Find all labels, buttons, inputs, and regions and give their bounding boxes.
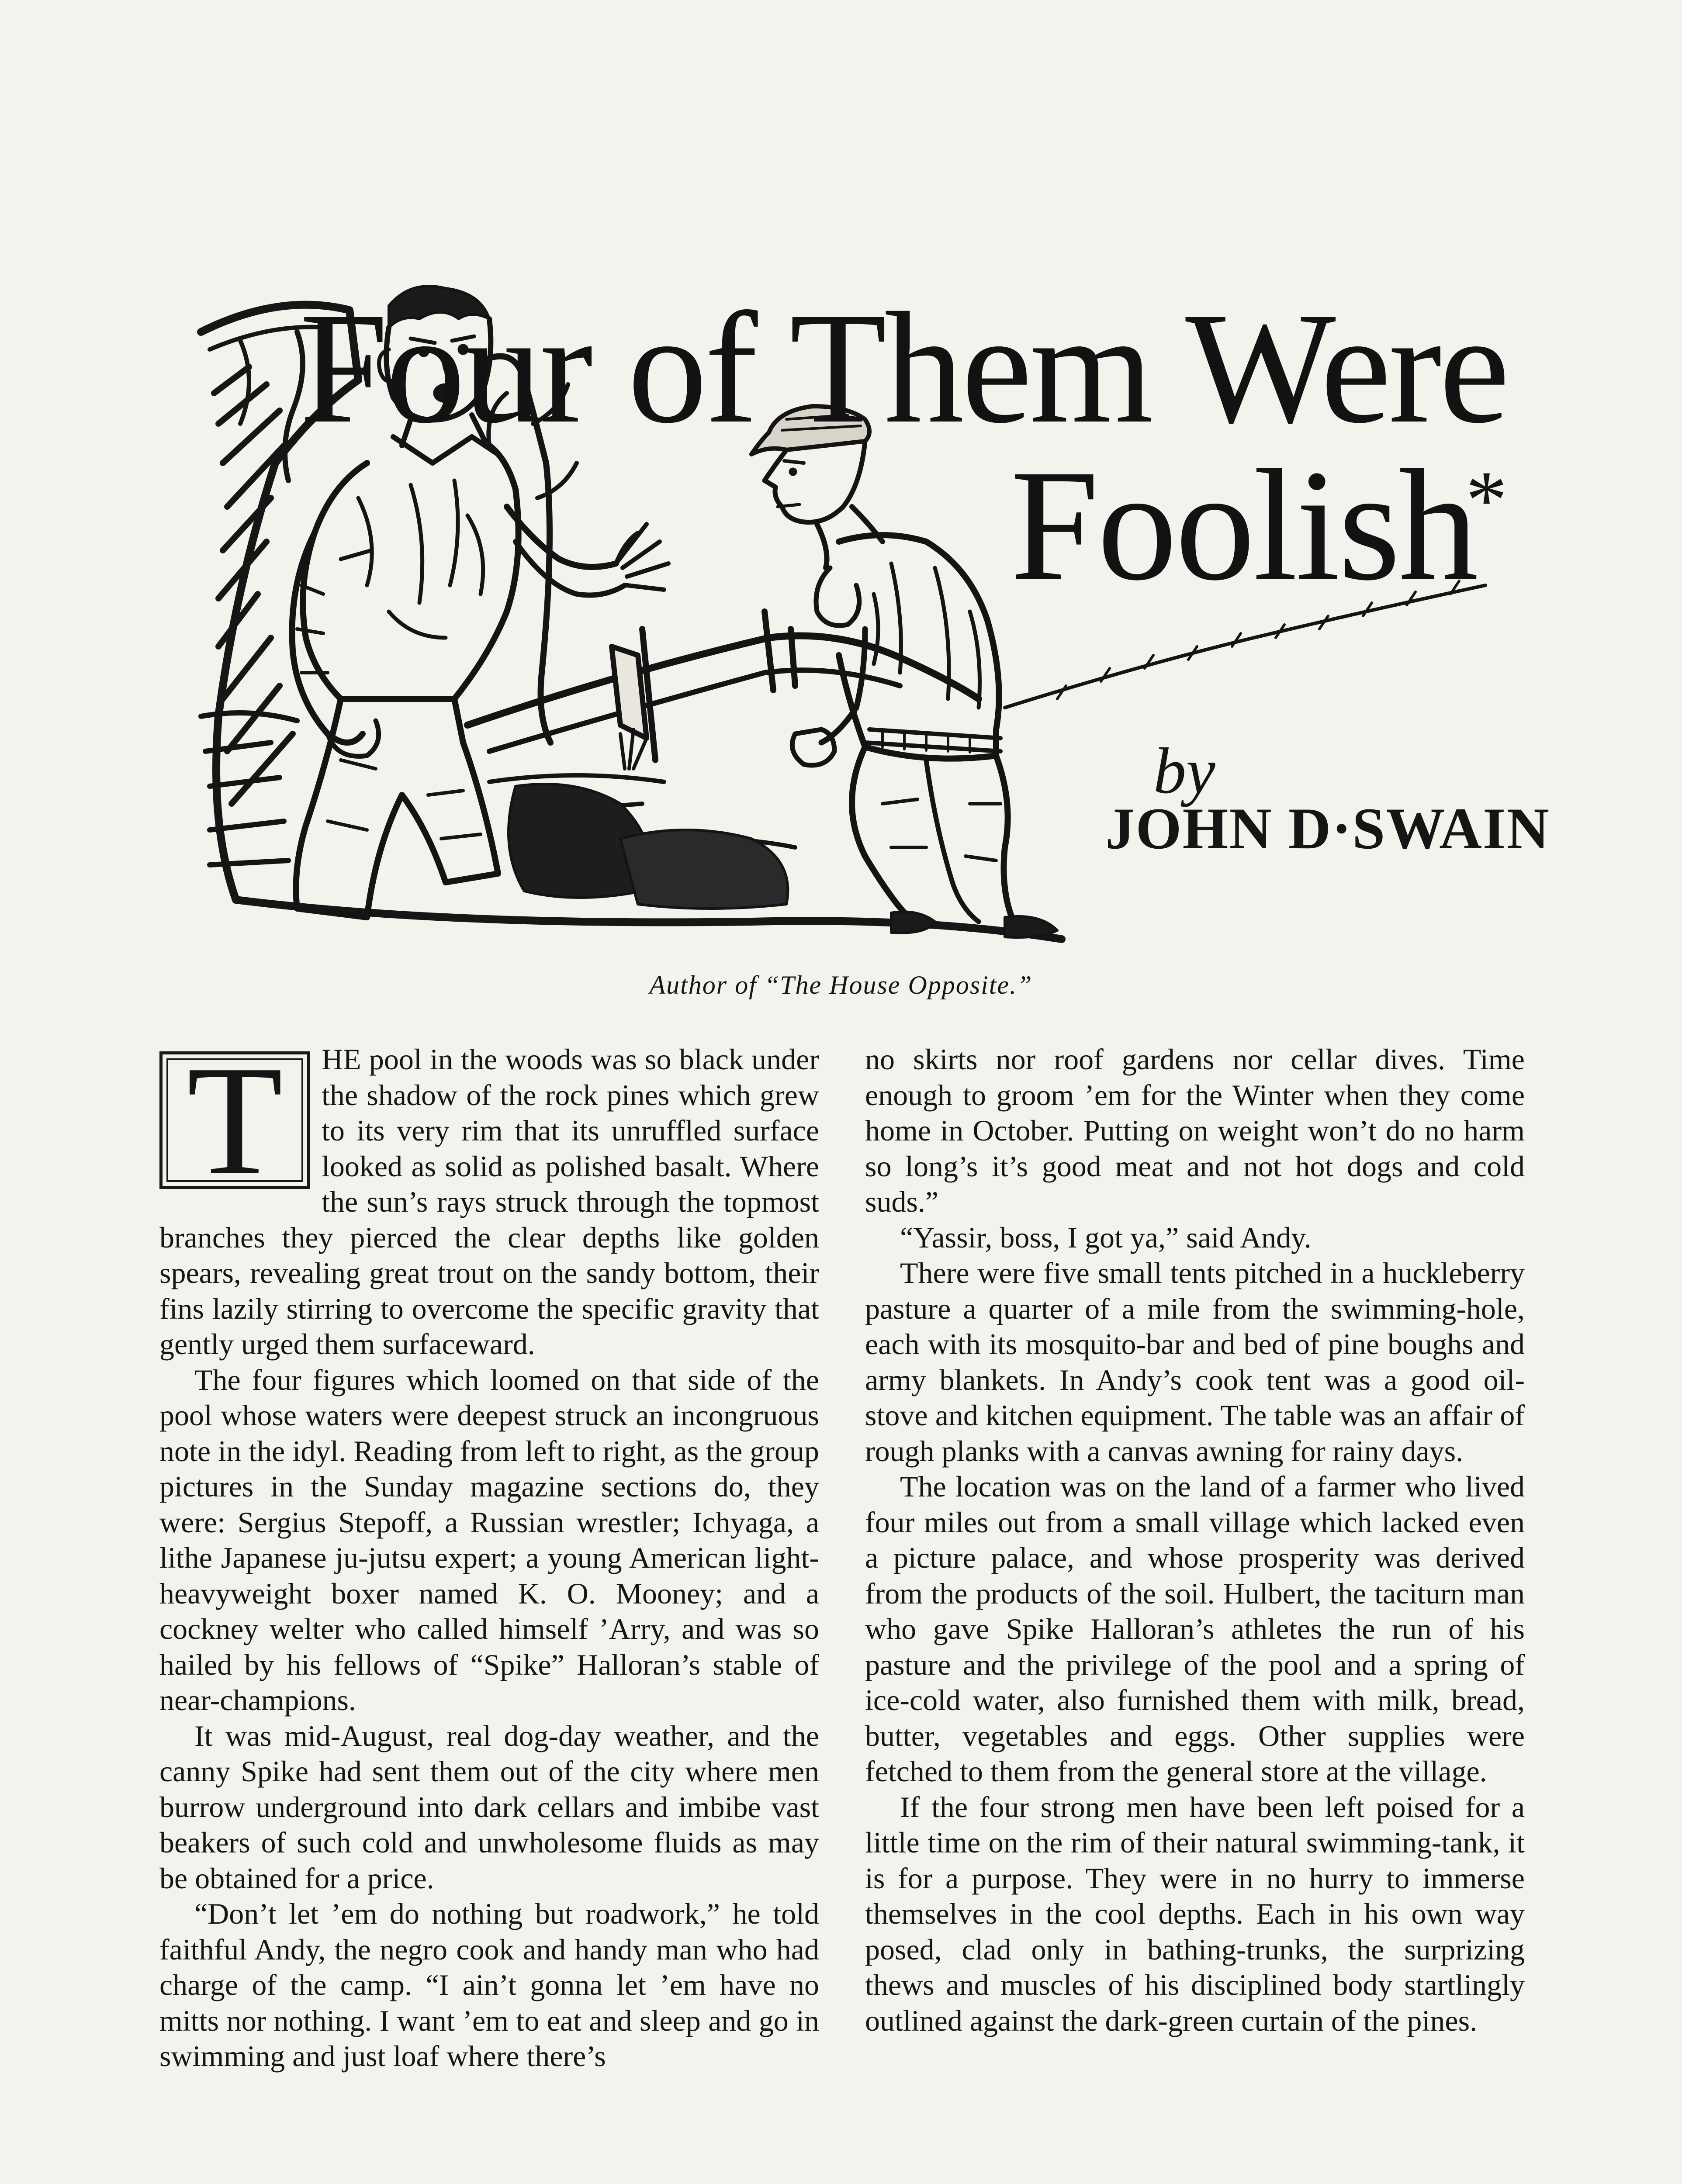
drop-cap: T — [159, 1051, 310, 1189]
left-column — [159, 1033, 819, 2074]
title-line-2: Foolish — [1010, 437, 1477, 613]
paragraph: If the four strong men have been left poised for a little time on the rim of their natural swimming-tank, it is for a purpose. They were in no hurry to immerse themselves in the cool depths. Each in his own way posed, clad only in bathing-trunks, the surprizing thews and muscles of his disciplined body startlingly outlined against the dark-green curtain of the pines. — [865, 1790, 1525, 2037]
paragraph: no skirts nor roof gardens nor cellar dives. Time enough to groom ’em for the Winter when they come home in October. Putting on weight won’t do no harm so long’s it’s good meat and not hot dogs and cold suds.” — [865, 1043, 1525, 1218]
title-line-1: Four of Them Were — [299, 280, 1507, 456]
title-block — [299, 280, 1507, 716]
author-note: Author of “The House Opposite.” — [649, 971, 1033, 999]
paragraph: “Yassir, boss, I got ya,” said Andy. — [900, 1220, 1312, 1254]
byline-author: JOHN D·SWAIN — [1105, 796, 1550, 861]
paragraph: There were five small tents pitched in a huckleberry pasture a quarter of a mile from the swimming-hole, each with its mosquito-bar and bed of pine boughs and army blankets. In Andy’s cook tent was a good oil-stove and kitchen equipment. The table was an affair of rough planks with a canvas awning for rainy days. — [865, 1256, 1525, 1468]
byline-by: by — [1153, 735, 1215, 807]
paragraph — [159, 1033, 819, 1362]
paragraph: It was mid-August, real dog-day weather, and the canny Spike had sent them out of the city where men burrow underground into dark cellars and imbibe vast beakers of such cold and unwholesome fluids as may be obtained for a price. — [159, 1719, 819, 1895]
paragraph: The four figures which loomed on that side of the pool whose waters were deepest struck an incongruous note in the idyl. Reading from left to right, as the group pictures in the Sunday magazine sections do, they were: Sergius Stepoff, a Russian wrestler; Ichyaga, a lithe Japanese ju-jutsu expert; a young American light-heavyweight boxer named K. O. Mooney; and a cockney welter who called himself ’Arry, and was so hailed by his fellows of “Spike” Halloran’s stable of near-champions. — [159, 1363, 819, 1717]
paragraph-text: HE pool in the woods was so black under the shadow of the rock pines which grew to its very rim that its unruffled surface looked as solid as polished basalt. Where the sun’s rays struck through the topmost branches they pierced the clear depths like golden spears, revealing great trout on the sandy bottom, their fins lazily stirring to overcome the specific gravity that gently urged them surfaceward. — [159, 1043, 819, 1361]
title-asterisk: * — [1466, 454, 1507, 546]
paragraph: “Don’t let ’em do nothing but roadwork,” he told faithful Andy, the negro cook and handy man who had charge of the camp. “I ain’t gonna let ’em have no mitts nor nothing. I want ’em to eat and sleep and go in swimming and just loaf where there’s — [159, 1897, 819, 2073]
paragraph: The location was on the land of a farmer who lived four miles out from a small village which lacked even a picture palace, and whose prosperity was derived from the products of the soil. Hulbert, the taciturn man who gave Spike Halloran’s athletes the run of his pasture and the privilege of the pool and a spring of ice-cold water, also furnished them with milk, bread, butter, vegetables and eggs. Other supplies were fetched to them from the general store at the village. — [865, 1470, 1525, 1788]
right-column — [865, 1042, 1525, 2039]
